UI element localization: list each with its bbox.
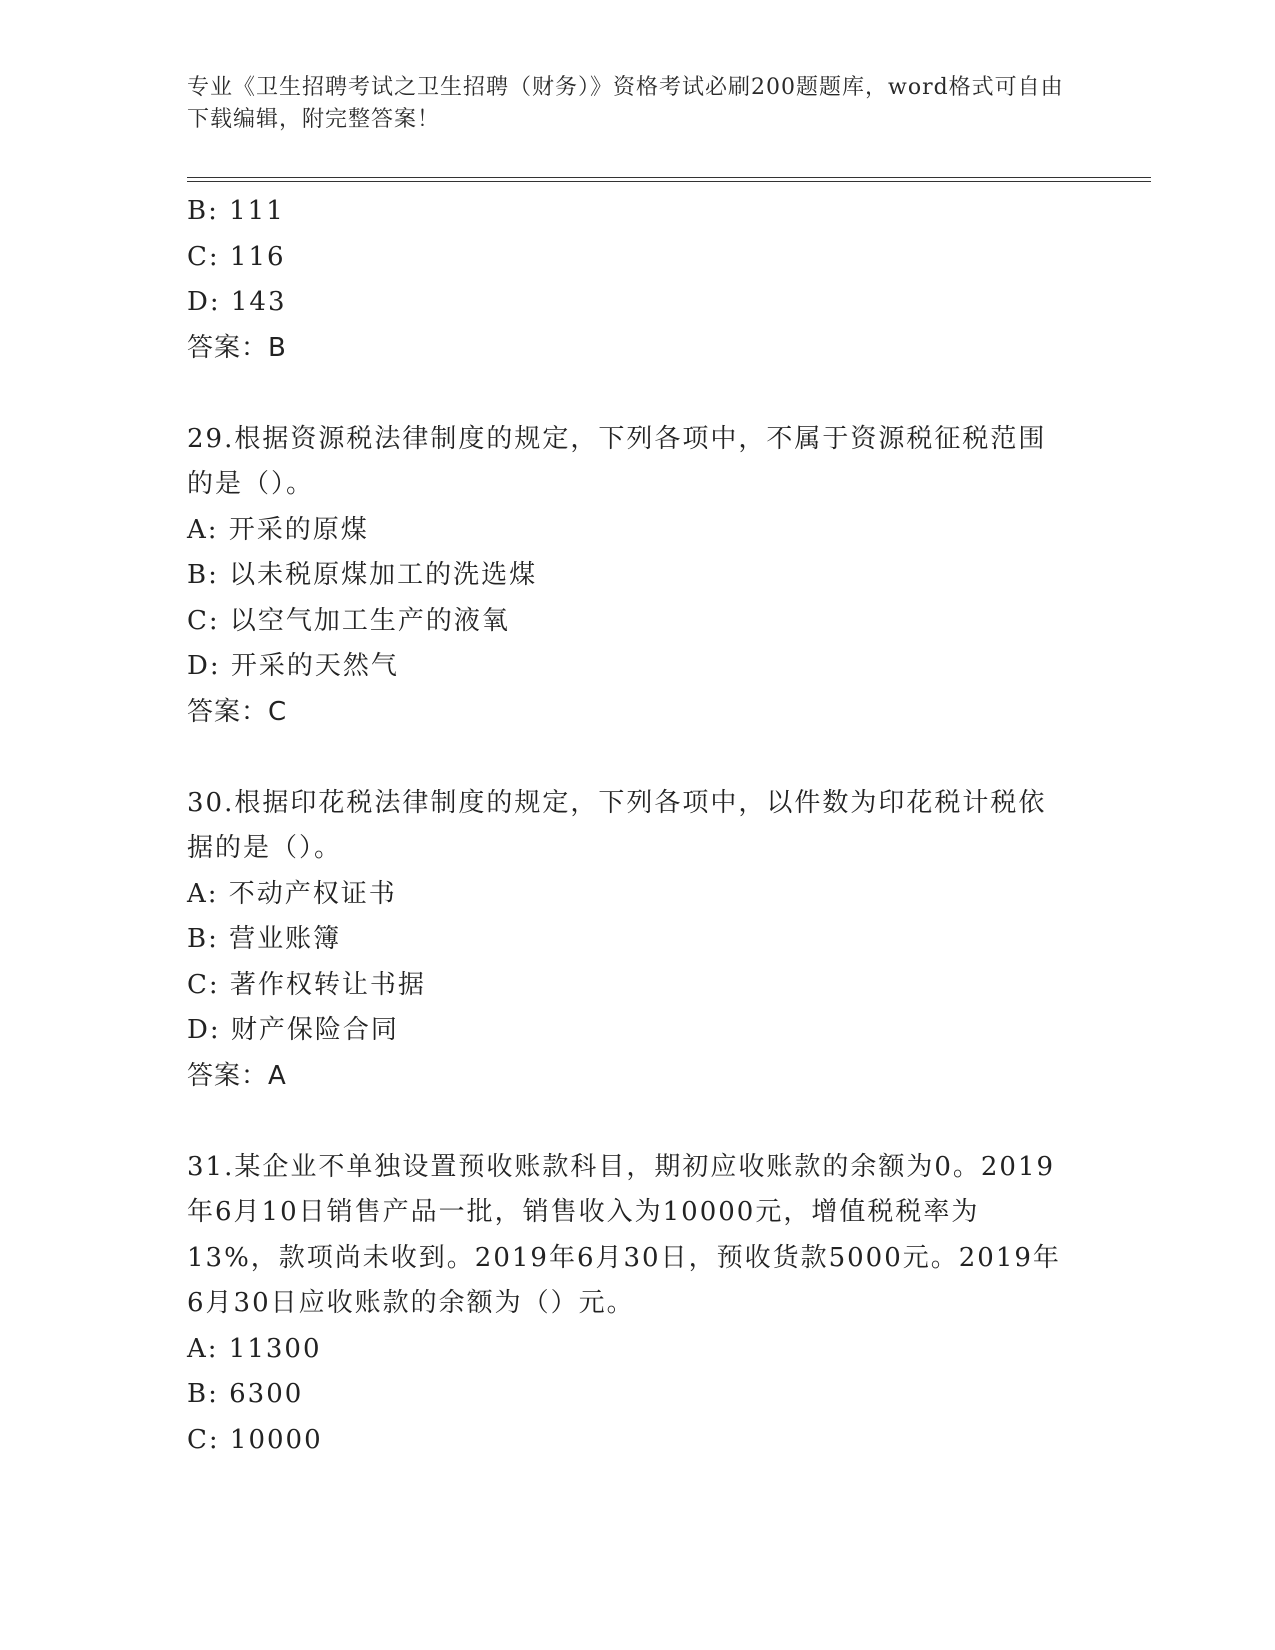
answer-line: 答案：B (187, 332, 287, 363)
option-a: A: 不动产权证书 (187, 878, 397, 909)
answer-line: 答案：C (187, 696, 288, 727)
option-b: B: 营业账簿 (187, 924, 342, 954)
spacer (187, 1099, 1067, 1145)
option-c: C: 116 (187, 241, 286, 272)
option-c: C: 10000 (187, 1424, 323, 1455)
document-header: 专业《卫生招聘考试之卫生招聘（财务）》资格考试必刷200题题库，word格式可自由下载编辑，附完整答案！ (187, 75, 1064, 132)
header-rule-bottom (187, 181, 1151, 182)
spacer (187, 735, 1067, 781)
spacer (187, 371, 1067, 417)
option-b: B: 111 (187, 196, 285, 226)
option-a: A: 开采的原煤 (187, 514, 369, 545)
option-d: D: 开采的天然气 (187, 651, 399, 681)
answer-line: 答案：A (187, 1060, 287, 1091)
option-b: B: 以未税原煤加工的洗选煤 (187, 560, 538, 590)
option-c: C: 以空气加工生产的液氧 (187, 605, 510, 636)
question-text: 30.根据印花税法律制度的规定，下列各项中，以件数为印花税计税依据的是（）。 (187, 787, 1047, 863)
question-text: 31.某企业不单独设置预收账款科目，期初应收账款的余额为0。2019年6月10日销售产品一批，销售收入为10000元，增值税税率为13%，款项尚未收到。2019年6月30日，预收货款5000元。2019年6月30日应收账款的余额为（）元。 (187, 1151, 1061, 1318)
question-31 (187, 1145, 1067, 1464)
question-28-continued (187, 189, 1067, 371)
question-29 (187, 417, 1067, 736)
option-d: D: 财产保险合同 (187, 1015, 399, 1045)
option-c: C: 著作权转让书据 (187, 969, 426, 1000)
option-a: A: 11300 (187, 1333, 322, 1364)
header-rule-top (187, 177, 1151, 178)
question-text: 29.根据资源税法律制度的规定，下列各项中，不属于资源税征税范围的是（）。 (187, 423, 1047, 499)
question-list (187, 189, 1067, 1463)
question-30 (187, 781, 1067, 1100)
option-d: D: 143 (187, 287, 287, 317)
option-b: B: 6300 (187, 1379, 304, 1409)
